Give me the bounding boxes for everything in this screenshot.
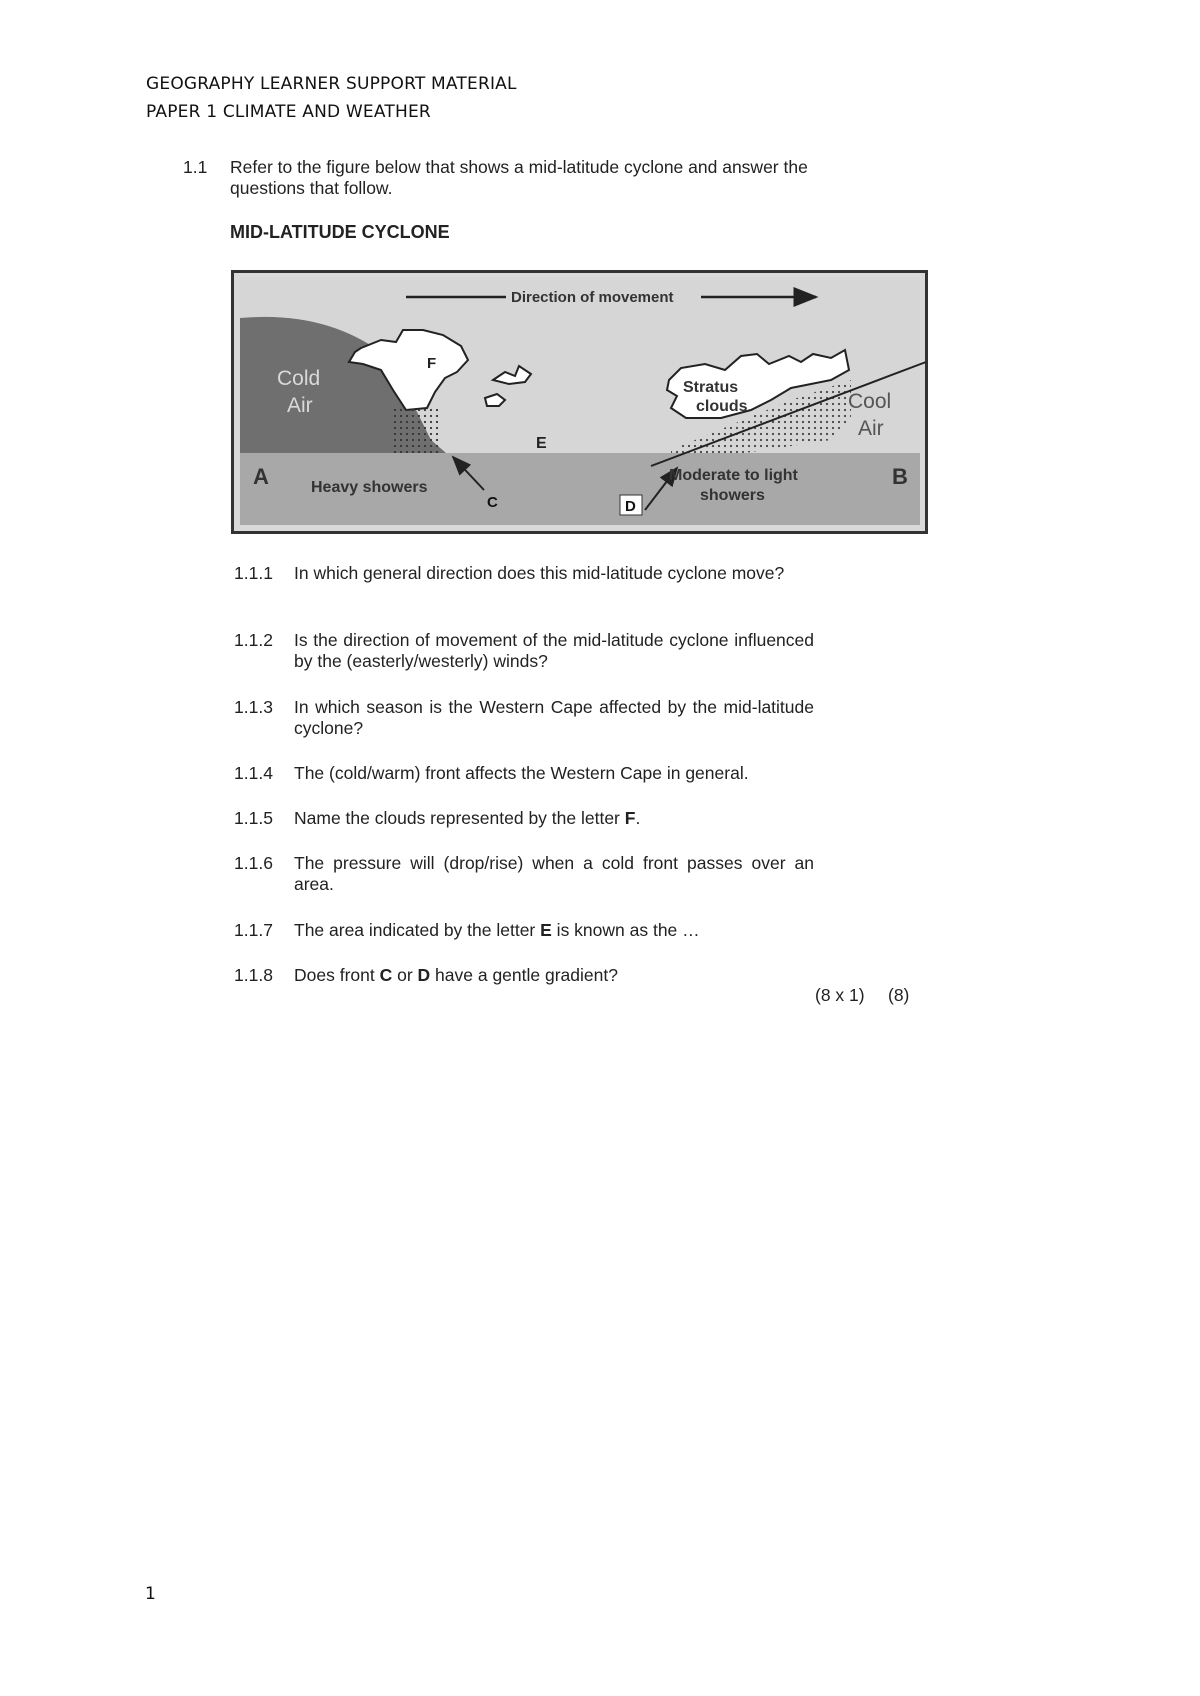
text-run: In which general direction does this mid-latitude cyclone move?	[294, 563, 785, 583]
heavy-showers-label: Heavy showers	[311, 479, 428, 496]
sub-question-text	[294, 808, 814, 829]
cold-air-label-2: Air	[287, 394, 313, 417]
label-e: E	[536, 435, 547, 452]
figure-title: MID-LATITUDE CYCLONE	[230, 222, 450, 242]
sub-question-text	[294, 853, 814, 895]
text-run: or	[392, 965, 418, 985]
sub-question-number: 1.1.1	[234, 563, 273, 583]
text-run: is known as the …	[551, 920, 700, 940]
cyclone-diagram	[231, 270, 928, 534]
direction-label: Direction of movement	[511, 289, 674, 306]
question-intro: Refer to the figure below that shows a mid-latitude cyclone and answer the questions that follow.	[230, 157, 808, 198]
text-run: The (cold/warm) front affects the Western Cape in general.	[294, 763, 749, 783]
text-run: The pressure will (drop/rise) when a cold front passes over an area.	[294, 853, 814, 894]
stratus-label-1: Stratus	[683, 379, 739, 396]
moderate-label-1: Moderate to light	[669, 467, 798, 484]
text-run: In which season is the Western Cape affected by the mid-latitude cyclone?	[294, 697, 814, 738]
header-subtitle: PAPER 1 CLIMATE AND WEATHER	[146, 102, 431, 122]
text-run: Is the direction of movement of the mid-latitude cyclone influenced by the (easterly/westerly) winds?	[294, 630, 814, 671]
text-run: .	[635, 808, 641, 828]
label-a: A	[253, 464, 269, 489]
cool-air-label-1: Cool	[848, 390, 892, 413]
sub-question-number: 1.1.4	[234, 763, 273, 783]
sub-question-number: 1.1.6	[234, 853, 273, 873]
cold-air-label-1: Cold	[277, 367, 321, 390]
sub-question-text	[294, 563, 814, 584]
sub-question-number: 1.1.7	[234, 920, 273, 940]
bold-letter: C	[379, 965, 393, 985]
sub-question-number: 1.1.3	[234, 697, 273, 717]
sub-question-text	[294, 965, 814, 986]
sub-question-number: 1.1.5	[234, 808, 273, 828]
marks-total: (8)	[888, 985, 910, 1005]
label-c: C	[487, 494, 498, 511]
label-d: D	[625, 498, 636, 515]
moderate-label-2: showers	[700, 487, 765, 504]
sub-question-text	[294, 630, 814, 672]
text-run: Does front	[294, 965, 380, 985]
bold-letter: E	[540, 920, 552, 940]
cool-air-label-2: Air	[858, 417, 884, 440]
bold-letter: F	[624, 808, 636, 828]
sub-question-text	[294, 920, 814, 941]
question-number: 1.1	[183, 157, 208, 177]
label-f: F	[427, 355, 437, 372]
bold-letter: D	[417, 965, 431, 985]
heavy-rain	[391, 408, 439, 453]
page-number: 1	[145, 1584, 156, 1604]
marks-breakdown: (8 x 1)	[815, 985, 865, 1005]
sub-question-text	[294, 763, 814, 784]
sub-question-number: 1.1.2	[234, 630, 273, 650]
text-run: have a gentle gradient?	[430, 965, 618, 985]
label-b: B	[892, 464, 908, 489]
header-title: GEOGRAPHY LEARNER SUPPORT MATERIAL	[146, 74, 517, 94]
text-run: Name the clouds represented by the letter	[294, 808, 625, 828]
sub-question-number: 1.1.8	[234, 965, 273, 985]
sub-question-text	[294, 697, 814, 739]
text-run: The area indicated by the letter	[294, 920, 541, 940]
stratus-label-2: clouds	[696, 398, 748, 415]
